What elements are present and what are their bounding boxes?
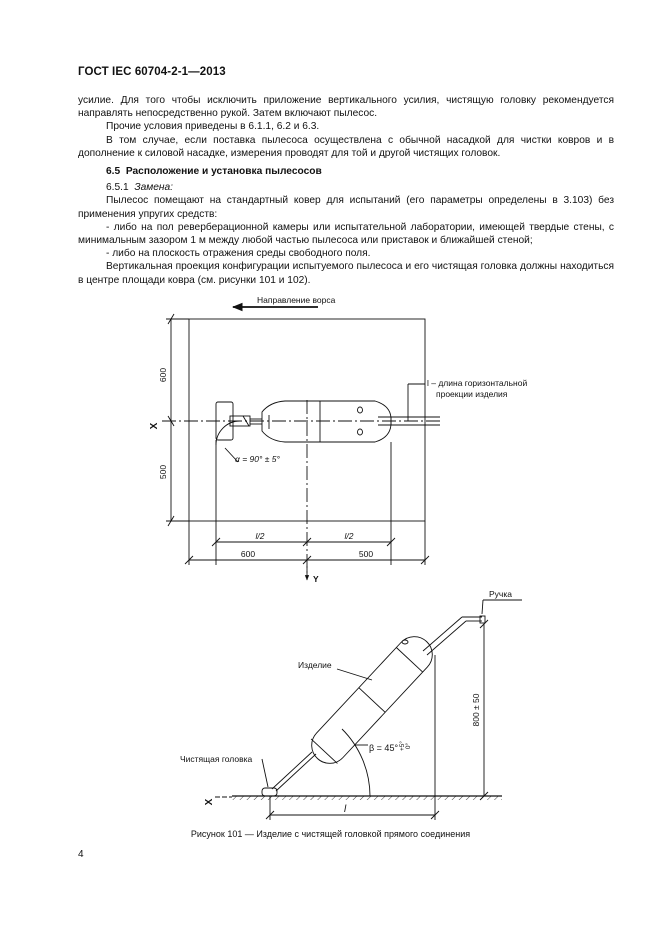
- cleaning-head-side: [262, 788, 277, 796]
- length-label-line2: проекции изделия: [436, 389, 508, 399]
- list-item-1: - либо на пол реверберационной камеры или испытательной лаборатории, имеющей твердые стены, с минимальным зазором 1 м между любой частью пылесоса или приставок и ближайшей стеной;: [78, 221, 614, 247]
- length-label-side: l: [344, 804, 347, 815]
- section-number: 6.5: [106, 166, 121, 178]
- paragraph-2: Прочие условия приведены в 6.1.1, 6.2 и 6.3.: [106, 121, 320, 133]
- dim-600-horizontal: 600: [240, 549, 256, 559]
- length-label-line1: l – длина горизонтальной: [427, 378, 528, 388]
- list-item-2: - либо на плоскость отражения среды свободного поля.: [106, 248, 371, 260]
- product-label: Изделие: [298, 660, 332, 670]
- product-leader: [337, 669, 372, 680]
- x-axis-label-side: X: [204, 798, 215, 806]
- beta-tolerance-upper: +5°: [399, 740, 406, 752]
- subsection-label: Замена:: [134, 182, 174, 194]
- document-header: ГОСТ IEC 60704-2-1—2013: [78, 66, 226, 78]
- plan-view-figure: [162, 307, 440, 580]
- half-length-left: l/2: [255, 531, 265, 541]
- beta-tolerance-lower: 0°: [405, 742, 412, 750]
- section-title: Расположение и установка пылесосов: [125, 166, 322, 178]
- half-length-right: l/2: [344, 531, 354, 541]
- plan-view-labels: [149, 295, 527, 584]
- dim-500-vertical: 500: [158, 464, 168, 480]
- handle-leader: [482, 600, 483, 614]
- angle-label: α = 90° ± 5°: [235, 454, 280, 464]
- subsection-number: 6.5.1: [106, 182, 129, 194]
- figure-caption: Рисунок 101 — Изделие с чистящей головкой прямого соединения: [190, 829, 471, 839]
- dim-600-vertical: 600: [158, 367, 168, 383]
- direction-label: Направление ворса: [257, 295, 336, 305]
- paragraph-3: В том случае, если поставка пылесоса осуществлена с обычной насадкой для чистки ковров и в дополнение к силовой насадке, измерения проводят для той и другой чистящих головок.: [78, 134, 614, 159]
- x-axis-label: X: [149, 422, 160, 430]
- paragraph-1: усилие. Для того чтобы исключить приложение вертикального усилия, чистящую головку рекомендуется направлять непосредственно рукой. Затем включают пылесос.: [78, 95, 614, 120]
- y-axis-label: Y: [313, 574, 319, 584]
- head-leader: [262, 759, 268, 787]
- dim-500-horizontal: 500: [358, 549, 374, 559]
- page-number: 4: [78, 849, 84, 860]
- beta-label: β = 45°: [369, 743, 399, 753]
- handle-label: Ручка: [489, 589, 512, 599]
- head-label: Чистящая головка: [180, 754, 253, 764]
- height-label: 800 ± 50: [471, 693, 481, 727]
- vacuum-body-plan: [262, 401, 391, 442]
- paragraph-5: Вертикальная проекция конфигурации испытуемого пылесоса и его чистящая головка должны находиться в центре площади ковра (см. рисунки 101 и 102).: [78, 261, 614, 286]
- paragraph-4: Пылесос помещают на стандартный ковер для испытаний (его параметры определены в 3.103) без применения упругих средств:: [78, 195, 614, 220]
